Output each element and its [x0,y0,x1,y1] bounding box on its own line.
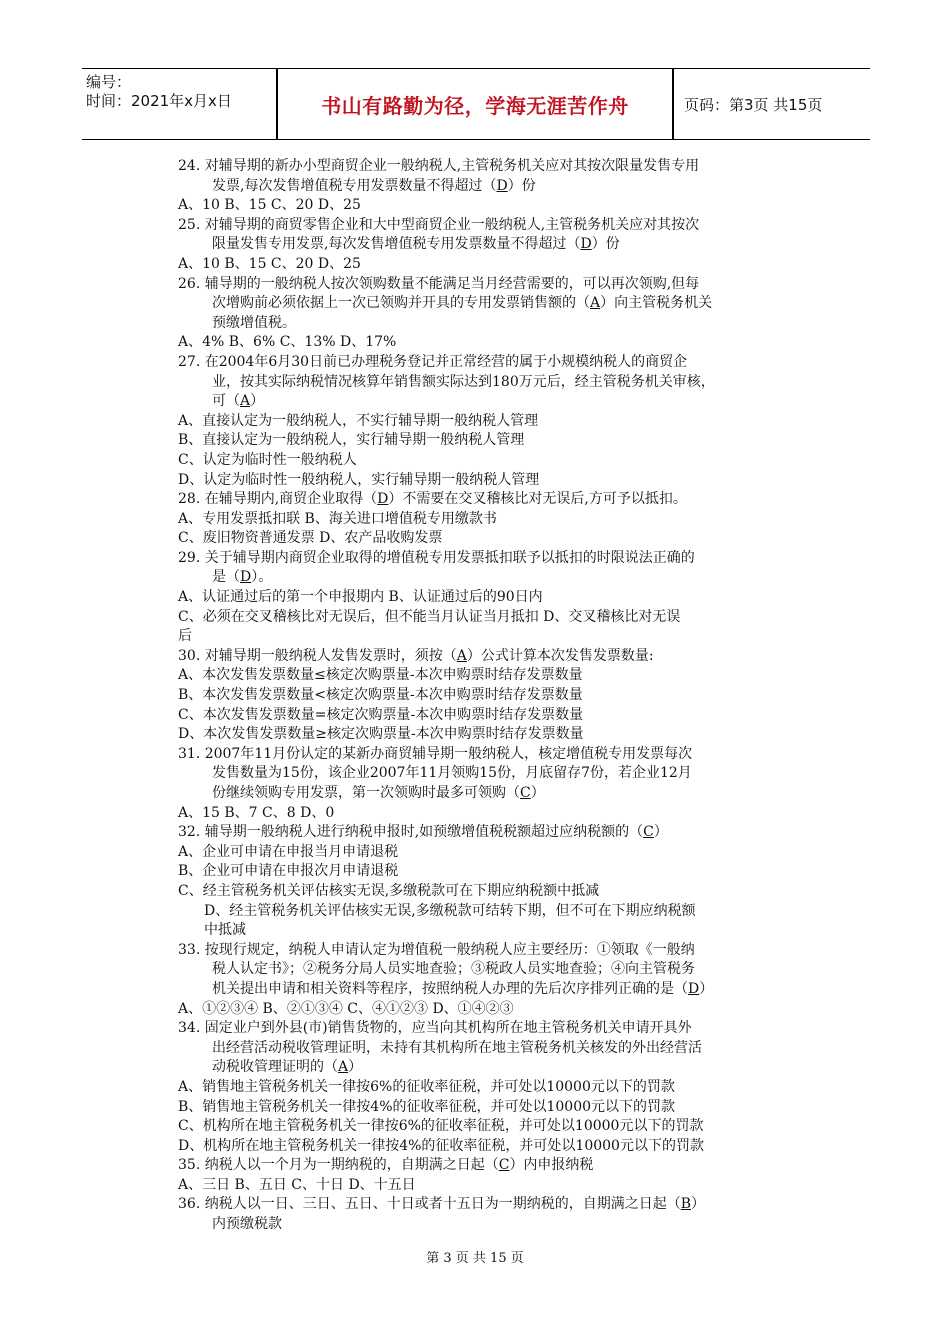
answer-letter: A [590,295,601,312]
question-line [178,980,818,1000]
question-line: A、销售地主管税务机关一律按6%的征收率征税，并可处以10000元以下的罚款 [178,1078,675,1095]
question-line: A、专用发票抵扣联 B、海关进口增值税专用缴款书 [178,510,497,527]
line-prefix: 32. 辅导期一般纳税人进行纳税申报时,如预缴增值税税额超过应纳税额的（ [178,824,644,841]
line-suffix: ）。 [251,569,273,586]
question-line: C、认定为临时性一般纳税人 [178,451,357,468]
question-line: A、10 B、15 C、20 D、25 [178,197,361,214]
header-page-info: 页码：第3页 共15页 [684,95,823,114]
question-line [178,1058,818,1078]
answer-letter: A [338,1059,349,1076]
question-text [178,1195,818,1215]
line-prefix: 30. 对辅导期一般纳税人发售发票时，须按（ [178,647,457,664]
line-suffix: ） [530,785,545,801]
question-line: B、企业可申请在申报次月申请退税 [178,863,399,880]
line-suffix: ）公式计算本次发售发票数量: [466,647,654,664]
question-text: 26. 辅导期的一般纳税人按次领购数量不能满足当月经营需要的，可以再次领购,但每 [178,275,700,292]
question-item [178,941,818,1019]
question-item [178,216,818,275]
question-line: 预缴增值税。 [212,314,296,331]
question-text: 27. 在2004年6月30日前已办理税务登记并正常经营的属于小规模纳税人的商贸企 [178,353,688,370]
question-list [178,157,818,1235]
answer-letter: A [240,393,251,410]
page-header [82,68,870,140]
question-item [178,157,818,216]
line-suffix: ）份 [507,177,536,194]
question-item [178,647,818,745]
question-line: 出经营活动税收管理证明，未持有其机构所在地主管税务机关核发的外出经营活 [212,1039,702,1056]
question-text [178,1156,818,1176]
question-item [178,1195,818,1234]
question-text [178,490,818,510]
question-line [178,177,818,197]
question-line [178,392,818,412]
question-line [178,235,818,255]
question-text: 25. 对辅导期的商贸零售企业和大中型商贸企业一般纳税人,主管税务机关应对其按次 [178,216,700,233]
answer-letter: A [456,647,467,664]
line-prefix: 动税收管理证明的（ [212,1059,338,1076]
question-line: A、企业可申请在申报当月申请退税 [178,843,399,860]
question-line: 中抵减 [204,922,246,939]
page-footer: 第 3 页 共 15 页 [426,1251,524,1266]
line-suffix: ）内申报纳税 [509,1157,594,1174]
line-prefix: 35. 纳税人以一个月为一期纳税的，自期满之日起（ [178,1157,499,1174]
line-prefix: 36. 纳税人以一日、三日、五日、十日或者十五日为一期纳税的，自期满之日起（ [178,1196,681,1213]
question-line: 业，按其实际纳税情况核算年销售额实际达到180万元后，经主管税务机关审核， [212,373,715,390]
answer-letter: D [377,491,389,508]
question-line: 发售数量为15份，该企业2007年11月领购15份，月底留存7份，若企业12月 [212,765,692,782]
question-text: 31. 2007年11月份认定的某新办商贸辅导期一般纳税人，核定增值税专用发票每次 [178,745,693,762]
question-line: D、经主管税务机关评估核实无误,多缴税款可结转下期，但不可在下期应纳税额 [204,902,696,919]
line-prefix: 次增购前必须依据上一次已领购并开具的专用发票销售额的（ [212,295,590,312]
question-line: A、①②③④ B、②①③④ C、④①②③ D、①④②③ [178,1000,514,1017]
line-prefix: 份继续领购专用发票，第一次领购时最多可领购（ [212,785,520,801]
question-line: C、机构所在地主管税务机关一律按6%的征收率征税，并可处以10000元以下的罚款 [178,1118,704,1135]
line-suffix: ）向主管税务机关 [600,295,713,312]
answer-letter: C [498,1157,510,1174]
question-item [178,275,818,353]
question-line: 后 [178,628,192,645]
answer-letter: D [240,569,252,586]
question-text: 34. 固定业户到外县(市)销售货物的，应当向其机构所在地主管税务机关申请开具外 [178,1020,692,1037]
question-line: A、4% B、6% C、13% D、17% [178,334,397,351]
answer-letter: C [520,785,531,801]
document-time-label: 时间：2021年x月x日 [86,92,232,110]
question-item [178,823,818,941]
question-item [178,549,818,647]
line-suffix: ） [348,1059,363,1076]
answer-letter: C [643,824,654,841]
question-line: A、认证通过后的第一个申报期内 B、认证通过后的90日内 [178,589,543,606]
answer-letter: D [496,177,508,194]
question-line: D、本次发售发票数量≥核定次购票量-本次申购票时结存发票数量 [178,726,584,743]
line-prefix: 限量发售专用发票,每次发售增值税专用发票数量不得超过（ [212,236,581,253]
line-suffix: ） [691,1196,706,1213]
question-line: 内预缴税款 [212,1216,282,1233]
line-prefix: 发票,每次发售增值税专用发票数量不得超过（ [212,177,497,194]
question-text: 24. 对辅导期的新办小型商贸企业一般纳税人,主管税务机关应对其按次限量发售专用 [178,158,700,174]
question-line: C、废旧物资普通发票 D、农产品收购发票 [178,530,443,547]
question-text [178,647,818,667]
question-line [178,784,818,804]
line-suffix: ）不需要在交叉稽核比对无误后,方可予以抵扣。 [388,491,687,508]
question-item [178,490,818,549]
question-line: D、认定为临时性一般纳税人，实行辅导期一般纳税人管理 [178,471,540,488]
question-line: C、本次发售发票数量=核定次购票量-本次申购票时结存发票数量 [178,706,584,723]
question-line: A、15 B、7 C、8 D、0 [178,804,335,821]
question-line: C、经主管税务机关评估核实无误,多缴税款可在下期应纳税额中抵减 [178,882,600,899]
answer-letter: B [680,1196,692,1213]
document-number-label: 编号： [86,73,132,91]
line-suffix: ） [653,824,668,841]
question-line: 税人认定书》；②税务分局人员实地查验；③税政人员实地查验；④向主管税务 [212,961,695,978]
line-suffix: ）份 [591,236,620,253]
question-text: 29. 关于辅导期内商贸企业取得的增值税专用发票抵扣联予以抵扣的时限说法正确的 [178,549,695,566]
question-item [178,745,818,823]
question-line [178,568,818,588]
line-suffix: ） [250,393,265,410]
line-prefix: 可（ [212,393,240,410]
question-line: D、机构所在地主管税务机关一律按4%的征收率征税，并可处以10000元以下的罚款 [178,1137,704,1154]
question-line: A、三日 B、五日 C、十日 D、十五日 [178,1176,416,1193]
answer-letter: D [580,236,592,253]
line-suffix: ） [699,980,714,997]
line-prefix: 28. 在辅导期内,商贸企业取得（ [178,491,378,508]
question-text [178,823,818,843]
question-line: B、本次发售发票数量<核定次购票量-本次申购票时结存发票数量 [178,687,583,704]
question-line: B、销售地主管税务机关一律按4%的征收率征税，并可处以10000元以下的罚款 [178,1098,676,1115]
header-motto: 书山有路勤为径，学海无涯苦作舟 [321,93,629,118]
question-line: A、本次发售发票数量≤核定次购票量-本次申购票时结存发票数量 [178,667,583,684]
question-line: A、10 B、15 C、20 D、25 [178,255,361,272]
question-text: 33. 按现行规定，纳税人申请认定为增值税一般纳税人应主要经历：①领取《一般纳 [178,941,695,958]
question-item [178,1019,818,1156]
question-line [178,294,818,314]
line-prefix: 机关提出申请和相关资料等程序，按照纳税人办理的先后次序排列正确的是（ [212,980,688,997]
answer-letter: D [688,980,700,997]
question-line: C、必须在交叉稽核比对无误后，但不能当月认证当月抵扣 D、交叉稽核比对无误 [178,608,681,625]
header-meta [82,69,276,139]
question-line: B、直接认定为一般纳税人，实行辅导期一般纳税人管理 [178,432,525,449]
question-item [178,353,818,490]
question-item [178,1156,818,1195]
question-line: A、直接认定为一般纳税人，不实行辅导期一般纳税人管理 [178,412,539,429]
line-prefix: 是（ [212,569,240,586]
